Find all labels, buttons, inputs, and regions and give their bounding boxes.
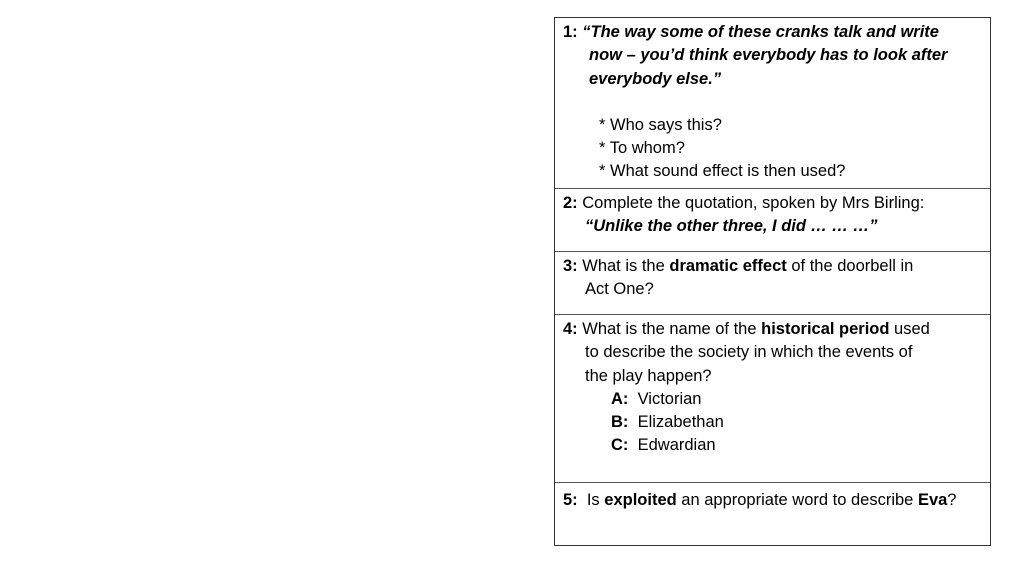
question-4-key-term: historical period	[761, 320, 890, 338]
option-a-text: Victorian	[628, 389, 702, 408]
question-3-text-pre: What is the	[577, 257, 670, 275]
quote-line-3: everybody else.”	[589, 69, 722, 88]
question-2-text: Complete the quotation, spoken by Mrs Birling:	[577, 194, 925, 212]
option-b-letter: B:	[611, 413, 629, 432]
option-b-text: Elizabethan	[628, 413, 724, 432]
question-3	[555, 252, 990, 315]
question-4-line-3: the play happen?	[585, 366, 712, 385]
question-2-number: 2:	[563, 194, 578, 212]
question-2	[555, 189, 990, 252]
question-3-text-post: of the doorbell in	[786, 257, 914, 275]
question-3-line-2: Act One?	[585, 280, 654, 299]
question-1-first-line	[563, 21, 984, 44]
question-3-number: 3:	[563, 257, 578, 275]
sub-question-who: * Who says this?	[599, 115, 722, 134]
option-b	[563, 411, 984, 434]
question-1	[555, 18, 990, 189]
question-4-text-post: used	[889, 320, 930, 338]
question-3-first-line	[563, 255, 984, 278]
question-5-text-post: ?	[947, 491, 957, 509]
quote-open-mark: “	[577, 23, 591, 41]
spacer	[563, 91, 984, 114]
question-4-line-2: to describe the society in which the events of	[585, 343, 913, 362]
question-4	[555, 315, 990, 483]
question-5-character-name: Eva	[917, 491, 948, 509]
question-4-first-line	[563, 318, 984, 341]
option-a	[563, 388, 984, 411]
option-c-letter: C:	[611, 436, 629, 455]
sub-question-sound-effect: * What sound effect is then used?	[599, 162, 846, 181]
sub-question-to-whom: * To whom?	[599, 139, 685, 158]
question-4-number: 4:	[563, 320, 578, 338]
question-1-number: 1:	[563, 23, 578, 41]
question-2-first-line	[563, 192, 984, 215]
option-c-text: Edwardian	[628, 436, 716, 455]
question-5-text-pre: Is	[577, 491, 605, 509]
question-5-number: 5:	[563, 491, 578, 509]
quiz-table	[554, 17, 991, 546]
question-5-line	[563, 489, 984, 512]
question-4-text-pre: What is the name of the	[577, 320, 762, 338]
question-5-text-mid: an appropriate word to describe	[676, 491, 918, 509]
question-2-quote: “Unlike the other three, I did … … …”	[585, 217, 878, 236]
quote-line-1: The way some of these cranks talk and write	[590, 23, 939, 41]
option-c	[563, 434, 984, 457]
question-3-key-term: dramatic effect	[669, 257, 787, 275]
question-5	[555, 483, 990, 545]
question-5-key-term: exploited	[604, 491, 677, 509]
quote-line-2: now – you’d think everybody has to look after	[589, 46, 948, 65]
option-a-letter: A:	[611, 389, 629, 408]
